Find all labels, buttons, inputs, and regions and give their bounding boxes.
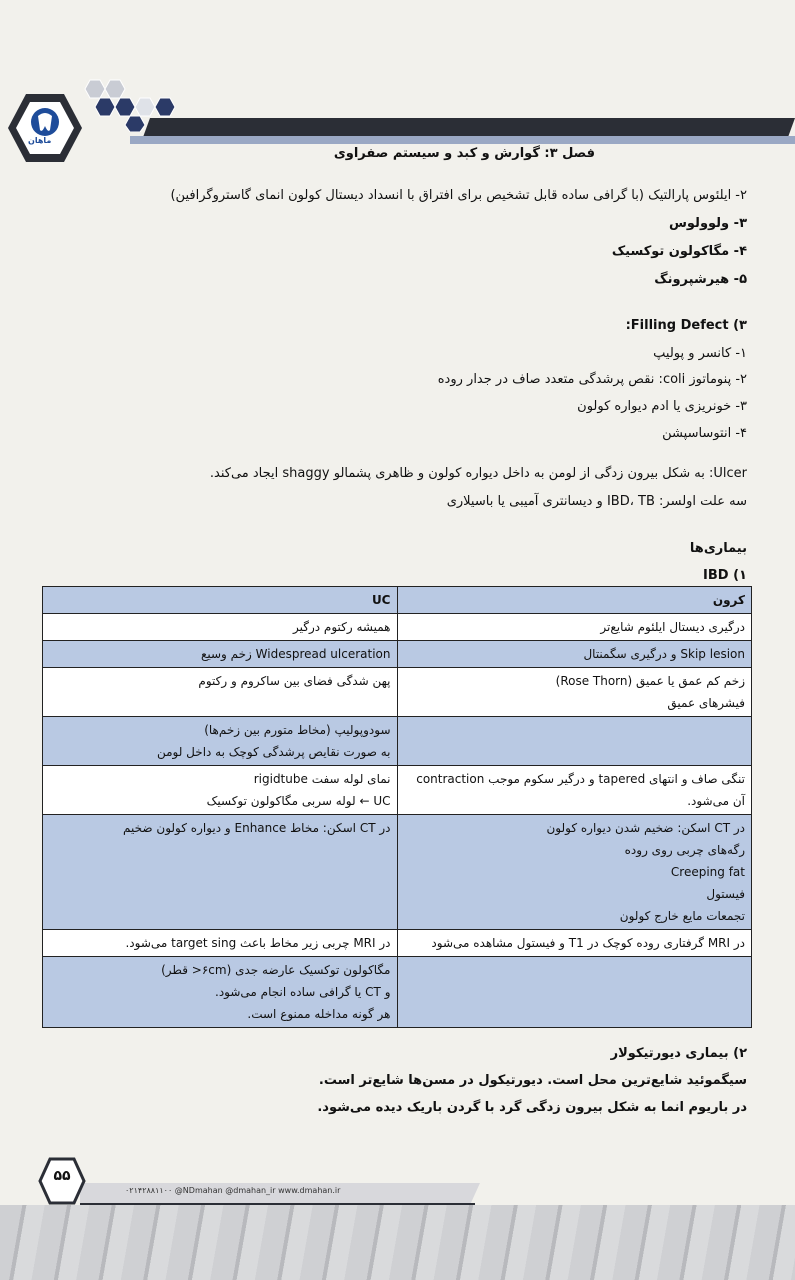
table-cell-line: UC ← لوله سربی مگاکولون توکسیک xyxy=(206,794,391,808)
page-number: ۵۵ xyxy=(53,1168,71,1184)
table-cell-uc xyxy=(43,717,398,766)
footer-pattern-bar xyxy=(0,1205,795,1280)
table-cell-line: فیستول xyxy=(706,887,745,901)
table-cell-line: سودوپولیپ (مخاط متورم بین زخم‌ها) xyxy=(204,723,391,737)
intro-item-2: ۲- ایلئوس پارالتیک (با گرافی ساده قابل تشخیص برای افتراق با انسداد دیستال کولون انمای گاستروگرافین) xyxy=(170,188,747,203)
table-cell-uc xyxy=(43,766,398,815)
ulcer-line-1: Ulcer: به شکل بیرون زدگی از لومن به داخل دیواره کولون و ظاهری پشمالو shaggy ایجاد می‌کند. xyxy=(209,466,747,481)
table-cell-line: نمای لوله سفت rigidtube xyxy=(253,772,391,786)
table-row xyxy=(43,641,752,668)
table-cell-line: Skip lesion و درگیری سگمنتال xyxy=(583,647,745,661)
table-cell-crohn xyxy=(397,614,752,641)
table-row xyxy=(43,717,752,766)
table-cell-line: درگیری دیستال ایلئوم شایع‌تر xyxy=(600,620,745,634)
table-cell-line: زخم کم عمق یا عمیق (Rose Thorn) xyxy=(555,674,745,688)
diverticular-heading: ۲) بیماری دیورتیکولار xyxy=(610,1046,747,1061)
filling-defect-heading: Filling Defect (۳: xyxy=(625,318,747,333)
table-cell-crohn xyxy=(397,641,752,668)
intro-item-4: ۴- مگاکولون توکسیک xyxy=(611,244,747,259)
diseases-heading: بیماری‌ها xyxy=(689,541,747,556)
diverticular-line-1: سیگموئید شایع‌ترین محل است. دیورتیکول در مسن‌ها شایع‌تر است. xyxy=(318,1073,747,1088)
table-header-uc: UC xyxy=(43,587,398,614)
table-cell-uc xyxy=(43,930,398,957)
table-cell-line: رگه‌های چربی روی روده xyxy=(624,843,745,857)
table-cell-line: Widespread ulceration زخم وسیع xyxy=(200,647,391,661)
footer-contact: ۰۲۱۴۲۸۸۱۱۰۰ @NDmahan @dmahan_ir www.dmahan.ir xyxy=(125,1186,341,1195)
filling-defect-item-2: ۲- پنوماتوز coli: نقص پرشدگی متعدد صاف در جدار روده xyxy=(437,372,747,387)
table-cell-crohn xyxy=(397,717,752,766)
table-cell-uc xyxy=(43,614,398,641)
table-cell-uc xyxy=(43,957,398,1028)
ulcer-line-2: سه علت اولسر: IBD، TB و دیسانتری آمیبی یا باسیلاری xyxy=(446,494,747,509)
mahan-logo-icon xyxy=(6,92,84,164)
intro-item-3: ۳- ولوولوس xyxy=(668,216,747,231)
table-cell-line: در CT اسکن: ضخیم شدن دیواره کولون xyxy=(546,821,745,835)
table-cell-crohn xyxy=(397,930,752,957)
table-cell-line: تنگی صاف و انتهای tapered و درگیر سکوم موجب contraction xyxy=(416,772,745,786)
filling-defect-item-1: ۱- کانسر و پولیپ xyxy=(653,346,747,361)
table-row xyxy=(43,668,752,717)
table-cell-line: و CT یا گرافی ساده انجام می‌شود. xyxy=(215,985,391,999)
table-cell-crohn xyxy=(397,815,752,930)
table-row xyxy=(43,930,752,957)
table-row xyxy=(43,957,752,1028)
table-cell-crohn xyxy=(397,668,752,717)
table-cell-line: در MRI گرفتاری روده کوچک در T1 و فیستول مشاهده می‌شود xyxy=(431,936,745,950)
table-cell-line: Creeping fat xyxy=(670,865,745,879)
filling-defect-item-4: ۴- انتوساسپشن xyxy=(662,426,747,441)
table-cell-uc xyxy=(43,641,398,668)
table-cell-line: در MRI چربی زیر مخاط باعث target sing می‌شود. xyxy=(125,936,391,950)
table-cell-line: فیشرهای عمیق xyxy=(667,696,745,710)
table-cell-line: هر گونه مداخله ممنوع است. xyxy=(247,1007,391,1021)
table-cell-line: آن می‌شود. xyxy=(687,794,745,808)
table-cell-line: مگاکولون توکسیک عارضه جدی (۶cm< قطر) xyxy=(161,963,391,977)
table-row xyxy=(43,766,752,815)
table-cell-crohn xyxy=(397,766,752,815)
table-cell-line: همیشه رکتوم درگیر xyxy=(292,620,391,634)
ibd-heading: IBD (۱ xyxy=(703,568,747,583)
table-cell-line: پهن شدگی فضای بین ساکروم و رکتوم xyxy=(198,674,391,688)
ibd-comparison-table xyxy=(42,586,752,1028)
logo-text: ماهان xyxy=(28,136,52,145)
intro-item-5: ۵- هیرشپرونگ xyxy=(654,272,747,287)
table-cell-uc xyxy=(43,815,398,930)
chapter-title: فصل ۳: گوارش و کبد و سیستم صفراوی xyxy=(333,146,595,161)
table-cell-line: در CT اسکن: مخاط Enhance و دیواره کولون ضخیم xyxy=(123,821,391,835)
table-header-crohn: کرون xyxy=(397,587,752,614)
hexagon-pattern-icon xyxy=(70,76,190,132)
table-row xyxy=(43,815,752,930)
table-cell-line: به صورت نقایص پرشدگی کوچک به داخل لومن xyxy=(156,745,391,759)
diverticular-line-2: در باریوم انما به شکل بیرون زدگی گرد با گردن باریک دیده می‌شود. xyxy=(317,1100,747,1115)
table-cell-line: تجمعات مایع خارج کولون xyxy=(619,909,745,923)
header-accent-band xyxy=(130,136,795,144)
table-cell-crohn xyxy=(397,957,752,1028)
table-cell-uc xyxy=(43,668,398,717)
filling-defect-item-3: ۳- خونریزی یا ادم دیواره کولون xyxy=(577,399,747,414)
table-row xyxy=(43,614,752,641)
